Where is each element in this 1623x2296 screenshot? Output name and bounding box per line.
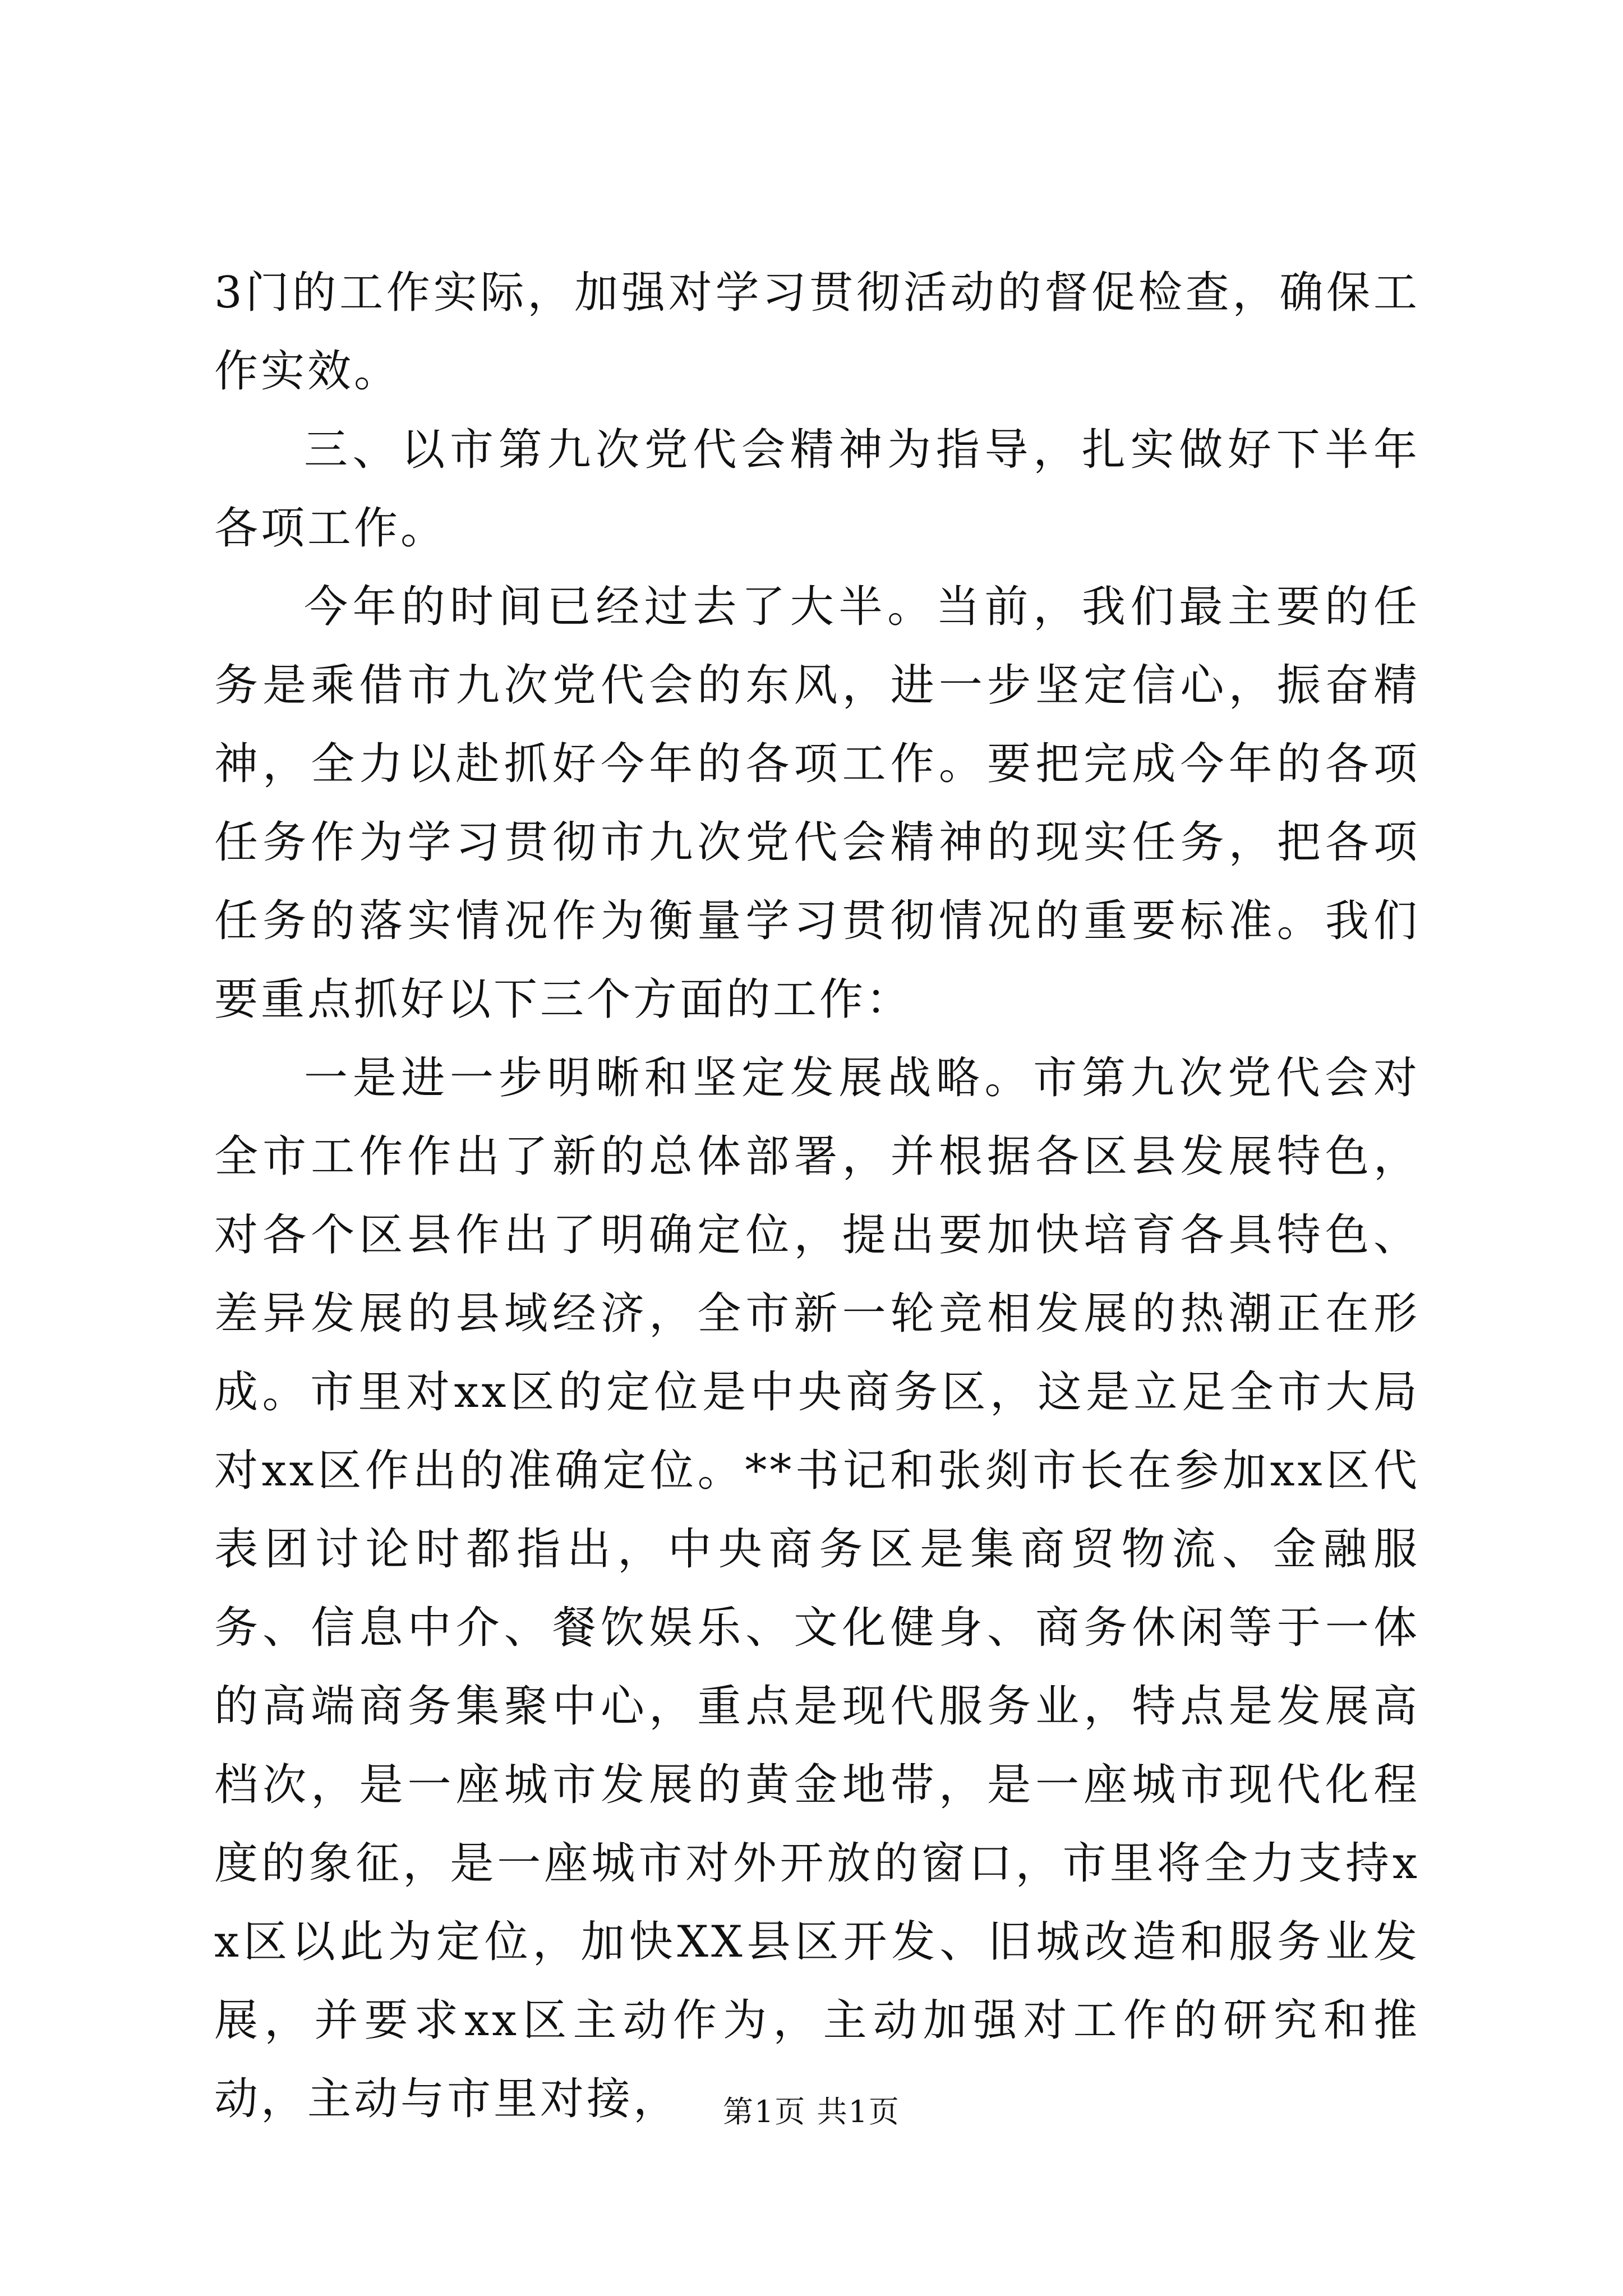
document-body [214,254,1420,2138]
paragraph-development-strategy: 一是进一步明晰和坚定发展战略。市第九次党代会对全市工作作出了新的总体部署，并根据各区县发展特色，对各个区县作出了明确定位，提出要加快培育各具特色、差异发展的县域经济，全市新一轮竞相发展的热潮正在形成。市里对xx区的定位是中央商务区，这是立足全市大局对xx区作出的准确定位。**书记和张剡市长在参加xx区代表团讨论时都指出，中央商务区是集商贸物流、金融服务、信息中介、餐饮娱乐、文化健身、商务休闲等于一体的高端商务集聚中心，重点是现代服务业，特点是发展高档次，是一座城市发展的黄金地带，是一座城市现代化程度的象征，是一座城市对外开放的窗口，市里将全力支持xx区以此为定位，加快XX县区开发、旧城改造和服务业发展，并要求xx区主动作为，主动加强对工作的研究和推动，主动与市里对接， [214,1053,1420,2124]
paragraph-continued: 3门的工作实际，加强对学习贯彻活动的督促检查，确保工作实效。 [214,268,1420,397]
paragraph-main-task: 今年的时间已经过去了大半。当前，我们最主要的任务是乘借市九次党代会的东风，进一步坚定信心，振奋精神，全力以赴抓好今年的各项工作。要把完成今年的各项任务作为学习贯彻市九次党代会精神的现实任务，把各项任务的落实情况作为衡量学习贯彻情况的重要标准。我们要重点抓好以下三个方面的工作： [214,582,1420,1025]
page-footer: 第1页 共1页 [723,2094,900,2129]
section-heading-three: 三、以市第九次党代会精神为指导，扎实做好下半年各项工作。 [214,425,1420,554]
